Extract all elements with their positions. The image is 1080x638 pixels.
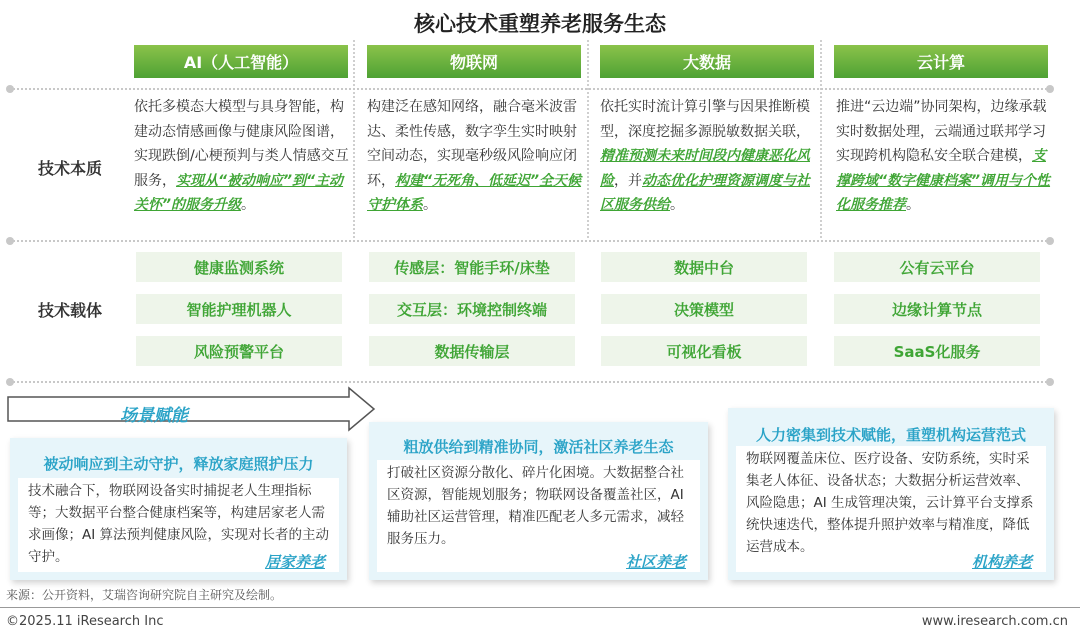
carrier-item: 风险预警平台	[136, 336, 342, 366]
desc-highlight: 动态优化护理资源调度与社区服务供给	[600, 172, 810, 213]
carrier-item: 决策模型	[601, 294, 807, 324]
desc-text: ，并	[614, 172, 642, 189]
desc-text: 构建泛在感知网络，融合毫米波雷达、柔性传感，数字孪生实时映射空间动态，实现毫秒级风险响应闭环，	[367, 99, 577, 189]
scene-tag: 居家养老	[264, 553, 325, 571]
scene-card-home	[10, 438, 347, 580]
scene-body-panel	[377, 460, 700, 572]
column-header-bigdata: 大数据	[600, 45, 814, 78]
carrier-item: 传感层：智能手环/床垫	[369, 252, 575, 282]
carrier-item: 智能护理机器人	[136, 294, 342, 324]
row-divider	[10, 381, 1050, 383]
essence-desc-bigdata	[600, 95, 820, 218]
scene-heading: 被动响应到主动守护，释放家庭照护压力	[43, 455, 314, 473]
carrier-item: 健康监测系统	[136, 252, 342, 282]
desc-text: 。	[241, 197, 256, 213]
scene-body-panel	[18, 478, 339, 572]
source-note: 来源：公开资料，艾瑞咨询研究院自主研究及绘制。	[6, 588, 283, 602]
carrier-item: 可视化看板	[601, 336, 807, 366]
scene-card-institution	[728, 408, 1054, 580]
scene-tag: 机构养老	[971, 553, 1032, 571]
scene-body: 物联网覆盖床位、医疗设备、安防系统，实时采集老人体征、设备状态；大数据分析运营效率、风险隐患；AI 生成管理决策，云计算平台支撑系统快速迭代，整体提升照护效率与精准度，降低运营成本。	[746, 451, 1034, 555]
desc-highlight: 构建“无死角、低延迟”全天候守护体系	[367, 172, 582, 213]
desc-text: 推进“云边端”协同架构，边缘承载实时数据处理，云端通过联邦学习实现跨机构隐私安全联合建模，	[836, 99, 1047, 164]
desc-highlight: 实现从“被动响应”到“主动关怀”的服务升级	[134, 172, 344, 213]
row-divider	[10, 88, 1050, 90]
website-link[interactable]: www.iresearch.com.cn	[921, 614, 1068, 629]
column-header-iot: 物联网	[367, 45, 581, 78]
scene-heading: 粗放供给到精准协同，激活社区养老生态	[403, 438, 674, 456]
page-title: 核心技术重塑养老服务生态	[414, 12, 666, 36]
arrow-label: 场景赋能	[120, 406, 188, 426]
carrier-item: 边缘计算节点	[834, 294, 1040, 324]
copyright: ©2025.11 iResearch Inc	[6, 614, 164, 629]
essence-desc-iot	[367, 95, 587, 218]
row-divider	[10, 240, 1050, 242]
desc-text: 。	[670, 197, 684, 213]
scene-arrow	[6, 386, 378, 436]
essence-desc-ai	[134, 95, 354, 218]
column-separator	[587, 40, 589, 238]
scene-tag: 社区养老	[625, 553, 686, 571]
carrier-item: 公有云平台	[834, 252, 1040, 282]
footer-divider	[0, 607, 1080, 608]
desc-text: 。	[423, 197, 437, 213]
column-separator	[820, 40, 822, 238]
carrier-item: SaaS化服务	[834, 336, 1040, 366]
carrier-item: 交互层：环境控制终端	[369, 294, 575, 324]
scene-heading: 人力密集到技术赋能，重塑机构运营范式	[755, 426, 1026, 444]
desc-text: 依托实时流计算引擎与因果推断模型，深度挖掘多源脱敏数据关联，	[600, 99, 810, 140]
row-label-carrier: 技术载体	[37, 301, 102, 320]
right-arrow-icon	[6, 386, 378, 432]
scene-body-panel	[736, 446, 1046, 572]
scene-body: 技术融合下，物联网设备实时捕捉老人生理指标等；大数据平台整合健康档案等，构建居家老人需求画像；AI 算法预判健康风险，实现对长者的主动守护。	[28, 483, 330, 565]
desc-highlight: 精准预测未来时间段内健康恶化风险	[600, 148, 810, 189]
carrier-item: 数据传输层	[369, 336, 575, 366]
carrier-item: 数据中台	[601, 252, 807, 282]
scene-card-community	[369, 422, 708, 580]
desc-highlight: 支撑跨域“数字健康档案”调用与个性化服务推荐	[836, 148, 1051, 213]
essence-desc-cloud	[836, 95, 1056, 218]
desc-text: 依托多模态大模型与具身智能，构建动态情感画像与健康风险图谱，实现跌倒/心梗预判与类人情感交互服务，	[134, 99, 349, 189]
column-header-cloud: 云计算	[834, 45, 1048, 78]
column-header-ai: AI（人工智能）	[134, 45, 348, 78]
row-label-essence: 技术本质	[37, 159, 102, 178]
scene-body: 打破社区资源分散化、碎片化困境。大数据整合社区资源，智能规划服务；物联网设备覆盖社区，AI 辅助社区运营管理，精准匹配老人多元需求，减轻服务压力。	[387, 465, 684, 547]
desc-text: 。	[906, 197, 920, 213]
